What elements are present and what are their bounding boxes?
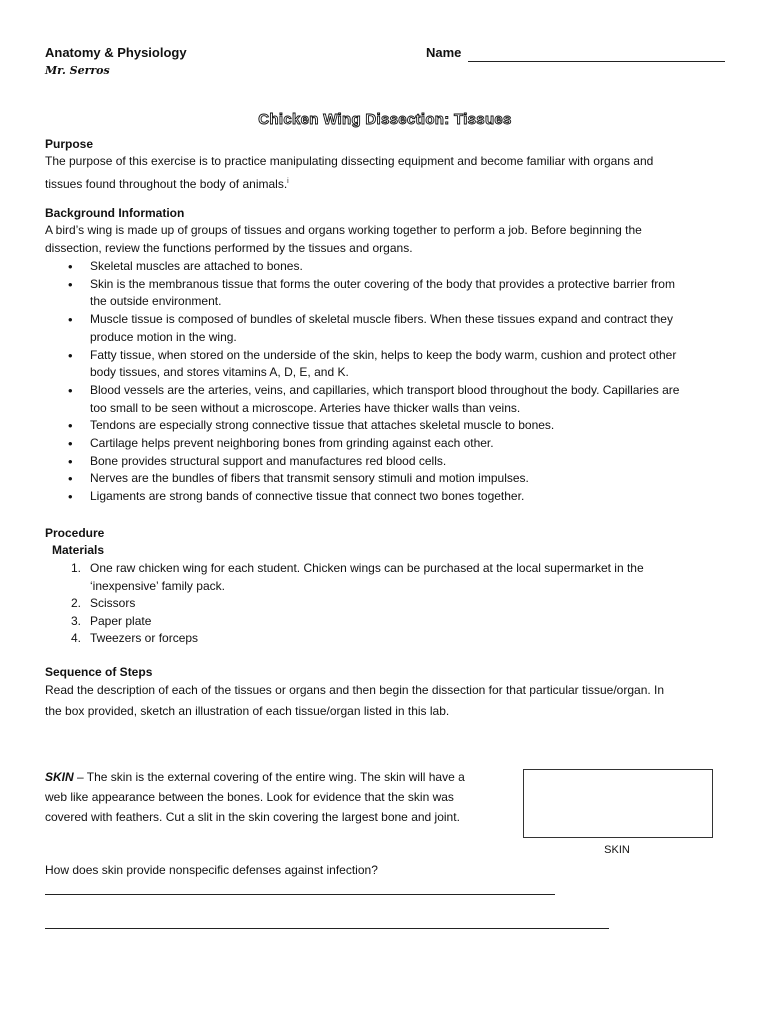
tissue-bullet-item bbox=[45, 417, 745, 435]
bullet-line: • Fatty tissue, when stored on the underside of the skin, helps to keep the body warm, cushion and protect other bbox=[90, 347, 677, 362]
bullet-line: the outside environment. bbox=[90, 294, 222, 309]
purpose-heading: Purpose bbox=[45, 137, 94, 151]
purpose-text bbox=[45, 152, 745, 193]
skin-line-3: covered with feathers. Cut a slit in the skin covering the largest bone and joint. bbox=[45, 810, 460, 824]
material-line: Tweezers or forceps bbox=[90, 631, 199, 645]
background-line-1: A bird’s wing is made up of groups of tissues and organs working together to perform a job. Before beginning the bbox=[45, 223, 642, 237]
bullet-line: • Tendons are especially strong connective tissue that attaches skeletal muscle to bones. bbox=[90, 418, 555, 433]
tissue-bullet-item bbox=[45, 258, 745, 276]
material-line: Paper plate bbox=[90, 613, 152, 628]
bullet-line: • Cartilage helps prevent neighboring bones from grinding against each other. bbox=[90, 436, 494, 451]
skin-label: SKIN bbox=[45, 770, 74, 784]
tissue-bullet-item bbox=[45, 435, 745, 453]
sequence-line-2: the box provided, sketch an illustration of each tissue/organ listed in this lab. bbox=[45, 704, 450, 718]
materials-heading: Materials bbox=[52, 543, 105, 557]
material-line: One raw chicken wing for each student. Chicken wings can be purchased at the local supermarket in the bbox=[90, 561, 644, 575]
name-field-line[interactable] bbox=[468, 61, 725, 62]
bullet-line: produce motion in the wing. bbox=[90, 329, 237, 344]
material-number: 3. bbox=[71, 613, 82, 628]
background-heading: Background Information bbox=[45, 206, 185, 220]
answer-line-2[interactable] bbox=[45, 928, 609, 929]
bullet-line: • Muscle tissue is composed of bundles of skeletal muscle fibers. When these tissues expand and contract they bbox=[90, 312, 673, 327]
bullet-line: • Skeletal muscles are attached to bones. bbox=[90, 259, 303, 273]
name-label: Name bbox=[426, 45, 462, 60]
bullet-line: • Blood vessels are the arteries, veins, and capillaries, which transport blood throughout the body. Capillaries are bbox=[90, 382, 680, 397]
page-title: Chicken Wing Dissection: Tissues bbox=[258, 111, 512, 128]
material-item bbox=[45, 630, 745, 648]
answer-line-1[interactable] bbox=[45, 894, 555, 895]
sequence-heading: Sequence of Steps bbox=[45, 665, 153, 679]
tissue-bullet-item bbox=[45, 382, 745, 417]
material-line: ‘inexpensive’ family pack. bbox=[90, 578, 225, 593]
material-item bbox=[45, 595, 745, 613]
material-number: 2. bbox=[71, 596, 82, 610]
tissue-bullet-item bbox=[45, 488, 745, 506]
tissue-bullet-item bbox=[45, 470, 745, 488]
tissue-bullet-item bbox=[45, 453, 745, 471]
material-line: Scissors bbox=[90, 596, 136, 610]
material-number: 1. bbox=[71, 561, 82, 575]
material-item bbox=[45, 560, 745, 595]
background-intro bbox=[45, 222, 745, 257]
procedure-heading: Procedure bbox=[45, 526, 105, 540]
skin-sketch-box[interactable] bbox=[523, 769, 713, 838]
course-title: Anatomy & Physiology bbox=[45, 45, 187, 60]
tissue-bullet-list bbox=[45, 258, 745, 506]
skin-description bbox=[45, 767, 515, 827]
bullet-line: • Bone provides structural support and manufactures red blood cells. bbox=[90, 453, 447, 468]
teacher-name: Mr. Serros bbox=[45, 64, 110, 77]
tissue-bullet-item bbox=[45, 276, 745, 311]
bullet-line: body tissues, and stores vitamins A, D, E, and K. bbox=[90, 365, 349, 380]
tissue-bullet-item bbox=[45, 311, 745, 346]
material-item bbox=[45, 613, 745, 631]
materials-list bbox=[45, 560, 745, 648]
material-number: 4. bbox=[71, 631, 82, 645]
bullet-line: too small to be seen without a microscope. Arteries have thicker walls than veins. bbox=[90, 400, 521, 415]
background-line-2: dissection, review the functions performed by the tissues and organs. bbox=[45, 240, 413, 255]
skin-line-2: web like appearance between the bones. Look for evidence that the skin was bbox=[45, 790, 454, 804]
skin-question: How does skin provide nonspecific defenses against infection? bbox=[45, 863, 378, 877]
bullet-line: • Nerves are the bundles of fibers that transmit sensory stimuli and motion impulses. bbox=[90, 471, 529, 486]
sequence-line-1: Read the description of each of the tissues or organs and then begin the dissection for that particular tissue/organ. In bbox=[45, 683, 665, 697]
skin-line-1: SKIN – The skin is the external covering of the entire wing. The skin will have a bbox=[45, 770, 465, 784]
bullet-line: • Skin is the membranous tissue that forms the outer covering of the body that provides a protective barrier from bbox=[90, 276, 675, 291]
skin-box-caption: SKIN bbox=[604, 844, 630, 856]
purpose-line-1: The purpose of this exercise is to practice manipulating dissecting equipment and become familiar with organs and bbox=[45, 154, 654, 168]
bullet-line: • Ligaments are strong bands of connective tissue that connect two bones together. bbox=[90, 489, 525, 504]
tissue-bullet-item bbox=[45, 347, 745, 382]
sequence-text bbox=[45, 681, 745, 720]
footnote-marker: i bbox=[287, 178, 289, 185]
purpose-line-2: tissues found throughout the body of animals.$^i$ bbox=[45, 177, 289, 191]
